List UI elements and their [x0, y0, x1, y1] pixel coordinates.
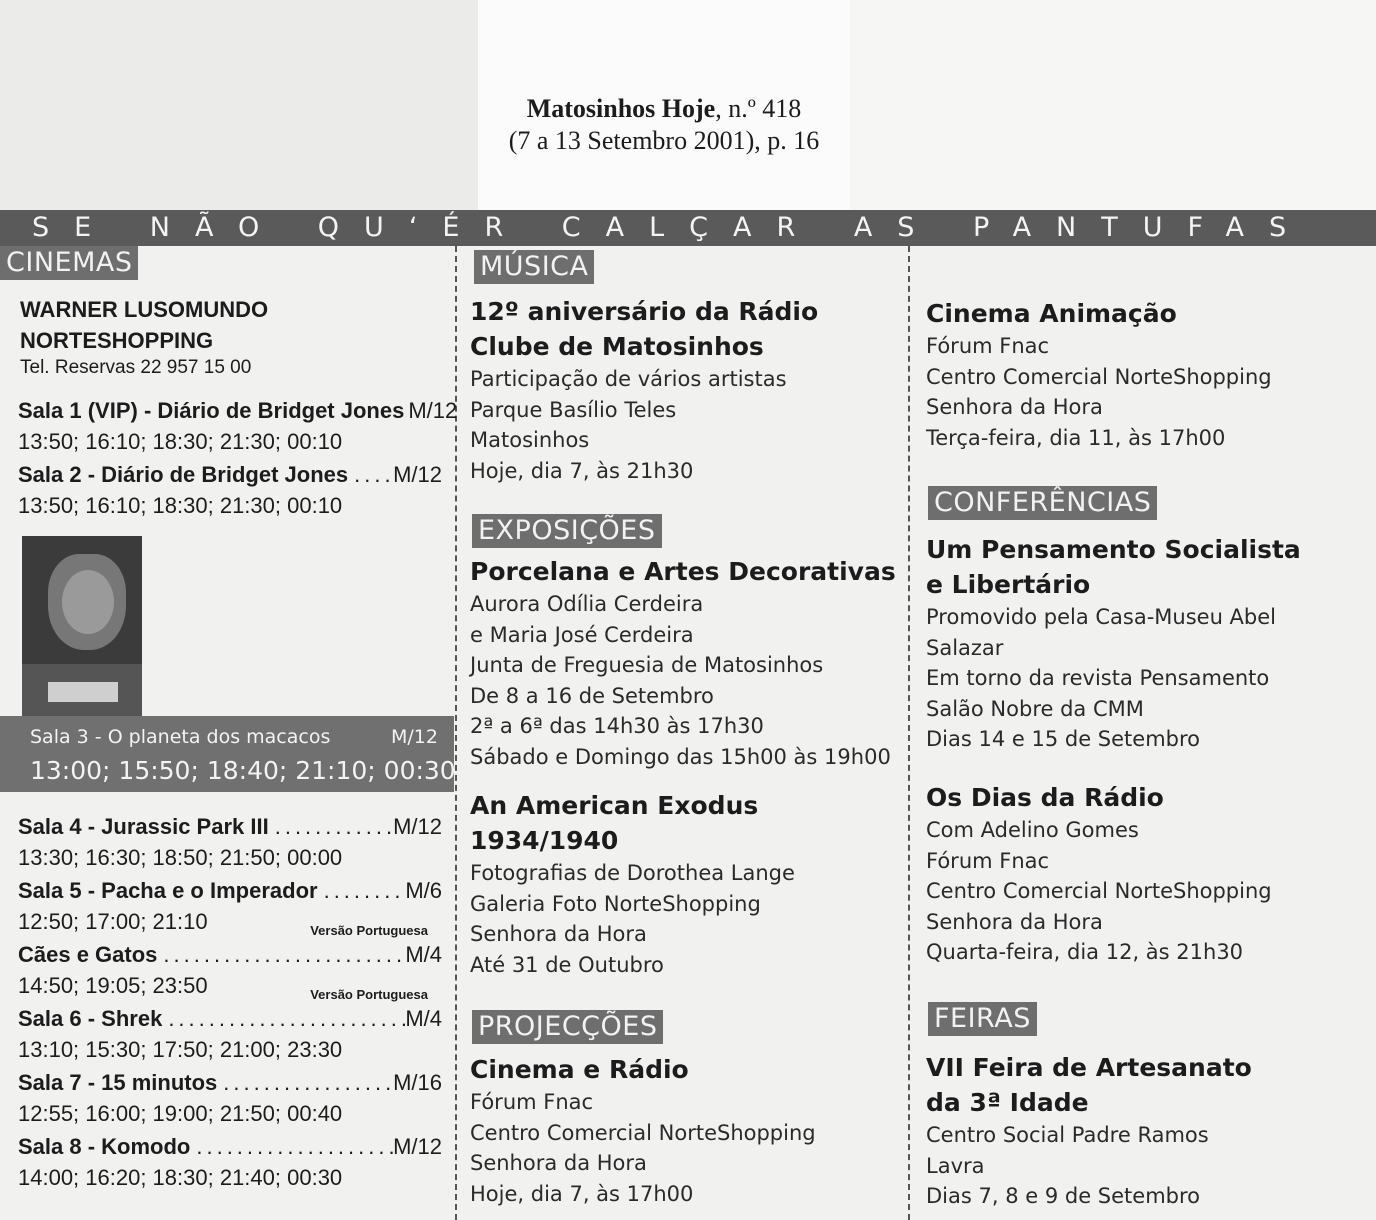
screening-times: 13:10; 15:30; 17:50; 21:00; 23:30 [18, 1037, 343, 1062]
screening-title: Sala 4 - Jurassic Park III [18, 814, 269, 839]
screening-item [18, 460, 442, 522]
screening-item [18, 812, 442, 874]
screening-rating: M/12 [408, 398, 458, 423]
event-detail: Hoje, dia 7, às 17h00 [470, 1181, 694, 1206]
event-title: Os Dias da Rádio [926, 783, 1164, 812]
event-detail: Terça-feira, dia 11, às 17h00 [926, 425, 1226, 450]
screening-item [18, 1068, 442, 1130]
screening-times: 12:50; 17:00; 21:10 [18, 909, 208, 934]
event-detail: Senhora da Hora [470, 1151, 647, 1175]
screening-title: Sala 5 - Pacha e o Imperador [18, 878, 318, 903]
event-detail: Matosinhos [470, 428, 590, 452]
event-item [926, 532, 1366, 755]
event-detail: Senhora da Hora [926, 909, 1103, 934]
event-detail: Parque Basílio Teles [470, 397, 677, 422]
event-detail: Lavra [926, 1153, 985, 1178]
banner-text: SE NÃO QUʻÉR CALÇAR AS PANTUFAS [32, 212, 1312, 243]
event-detail: Junta de Freguesia de Matosinhos [470, 653, 824, 677]
event-detail: Promovido pela Casa-Museu Abel [926, 605, 1277, 629]
event-detail: Com Adelino Gomes [926, 818, 1139, 842]
citation-line-1 [478, 93, 850, 125]
screening-rating: M/4 [405, 942, 442, 967]
event-item [926, 780, 1366, 968]
featured-screening [0, 716, 454, 792]
screening-times: 12:55; 16:00; 19:00; 21:50; 00:40 [18, 1101, 343, 1126]
screening-title: Cães e Gatos [18, 942, 158, 967]
publication-name: Matosinhos Hoje [526, 94, 716, 123]
screening-times: 13:50; 16:10; 18:30; 21:30; 00:10 [18, 493, 343, 518]
screening-rating: M/12 [393, 1134, 442, 1159]
screening-times: 13:30; 16:30; 18:50; 21:50; 00:00 [18, 845, 343, 870]
screening-rating: M/6 [405, 878, 442, 903]
event-item [470, 788, 900, 980]
cinema-name-line-2: NORTESHOPPING [20, 328, 214, 353]
featured-title: Sala 3 - O planeta dos macacos [30, 726, 331, 748]
event-title-continued: 1934/1940 [470, 826, 619, 855]
event-detail: Salão Nobre da CMM [926, 696, 1144, 721]
event-detail: Fotografias de Dorothea Lange [470, 861, 795, 885]
issue-number: , n.º 418 [715, 94, 802, 123]
event-item [926, 1050, 1366, 1212]
citation-label [478, 0, 850, 210]
section-header-musica: MÚSICA [474, 250, 594, 284]
language-note: Versão Portuguesa [310, 923, 428, 938]
screening-times: 14:00; 16:20; 18:30; 21:40; 00:30 [18, 1165, 343, 1190]
event-item [470, 554, 900, 772]
event-title-continued: e Libertário [926, 570, 1091, 599]
section-banner [0, 210, 1376, 246]
event-detail: Sábado e Domingo das 15h00 às 19h00 [470, 744, 891, 769]
event-title-continued: da 3ª Idade [926, 1088, 1089, 1117]
cinema-name [20, 294, 268, 356]
event-detail: Fórum Fnac [926, 848, 1050, 873]
section-header-exposicoes: EXPOSIÇÕES [472, 514, 662, 548]
screening-rating: M/12 [393, 462, 442, 487]
screening-title: Sala 8 - Komodo [18, 1134, 191, 1159]
screening-item [18, 1132, 442, 1194]
screening-title: Sala 2 - Diário de Bridget Jones [18, 462, 349, 487]
paper-background-right [850, 0, 1376, 210]
event-detail: Participação de vários artistas [470, 367, 787, 391]
paper-background-left [0, 0, 480, 210]
screening-item [18, 940, 442, 1002]
cinema-name-line-1: WARNER LUSOMUNDO [20, 297, 269, 322]
event-detail: Dias 14 e 15 de Setembro [926, 727, 1201, 751]
column-divider-1 [455, 246, 457, 1220]
event-detail: Centro Comercial NorteShopping [926, 879, 1272, 903]
screening-rating: M/4 [405, 1006, 442, 1031]
event-item [470, 1052, 900, 1209]
event-title: Porcelana e Artes Decorativas [470, 557, 896, 586]
event-item [470, 294, 900, 486]
screening-rating: M/16 [393, 1070, 442, 1095]
event-detail: Fórum Fnac [926, 334, 1050, 358]
event-detail: Quarta-feira, dia 12, às 21h30 [926, 940, 1244, 964]
event-title-continued: Clube de Matosinhos [470, 332, 764, 361]
screening-times: 13:50; 16:10; 18:30; 21:30; 00:10 [18, 429, 343, 454]
section-header-cinemas: CINEMAS [0, 246, 138, 280]
event-title: Um Pensamento Socialista [926, 535, 1301, 564]
section-header-feiras: FEIRAS [928, 1002, 1037, 1036]
event-title: An American Exodus [470, 791, 759, 820]
event-detail: Senhora da Hora [926, 395, 1103, 419]
event-title: Cinema e Rádio [470, 1055, 689, 1084]
event-detail: Salazar [926, 635, 1004, 660]
event-title: VII Feira de Artesanato [926, 1053, 1252, 1082]
poster-figure-highlight [62, 570, 114, 634]
featured-rating: M/12 [391, 726, 438, 748]
screening-item [18, 876, 442, 938]
featured-times: 13:00; 15:50; 18:40; 21:10; 00:30 [30, 756, 456, 785]
event-detail: Centro Social Padre Ramos [926, 1123, 1209, 1147]
screening-times: 14:50; 19:05; 23:50 [18, 973, 208, 998]
event-detail: Dias 7, 8 e 9 de Setembro [926, 1184, 1201, 1208]
section-header-projeccoes: PROJECÇÕES [472, 1010, 663, 1044]
screening-item [18, 396, 458, 458]
event-detail: e Maria José Cerdeira [470, 622, 694, 647]
event-detail: Hoje, dia 7, às 21h30 [470, 458, 694, 483]
column-divider-2 [908, 246, 910, 1220]
event-detail: Centro Comercial NorteShopping [470, 1120, 816, 1145]
citation-line-2: (7 a 13 Setembro 2001), p. 16 [508, 126, 820, 155]
event-title: Cinema Animação [926, 299, 1177, 328]
movie-poster-image [22, 536, 142, 716]
event-detail: Galeria Foto NorteShopping [470, 891, 761, 916]
screening-title: Sala 6 - Shrek [18, 1006, 163, 1031]
cinema-phone: Tel. Reservas 22 957 15 00 [20, 357, 252, 378]
screening-item [18, 1004, 442, 1066]
poster-title-block [48, 682, 118, 702]
event-detail: 2ª a 6ª das 14h30 às 17h30 [470, 714, 764, 738]
screening-title: Sala 1 (VIP) - Diário de Bridget Jones [18, 398, 405, 423]
event-detail: Até 31 de Outubro [470, 952, 664, 977]
event-detail: Aurora Odília Cerdeira [470, 592, 704, 616]
event-title: 12º aniversário da Rádio [470, 297, 819, 326]
screening-title: Sala 7 - 15 minutos [18, 1070, 218, 1095]
event-detail: Senhora da Hora [470, 922, 647, 946]
section-header-conferencias: CONFERÊNCIAS [928, 486, 1157, 520]
event-detail: Fórum Fnac [470, 1090, 594, 1114]
screening-rating: M/12 [393, 814, 442, 839]
event-detail: Em torno da revista Pensamento [926, 666, 1270, 690]
event-item [926, 296, 1366, 453]
event-detail: De 8 a 16 de Setembro [470, 683, 714, 708]
language-note: Versão Portuguesa [310, 987, 428, 1002]
event-detail: Centro Comercial NorteShopping [926, 364, 1272, 389]
